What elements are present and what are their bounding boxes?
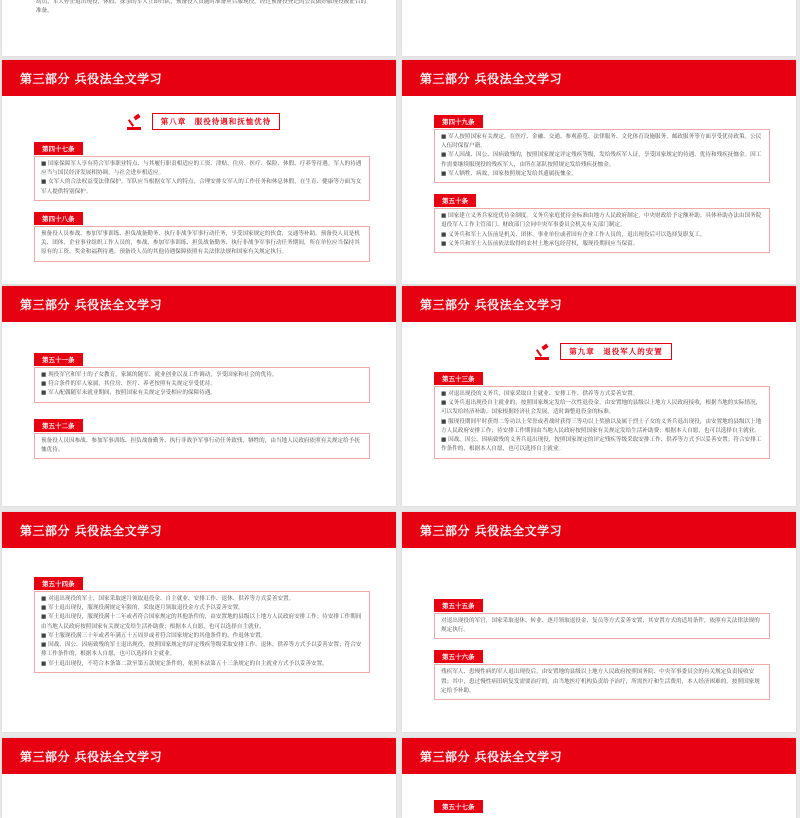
slide-chapter-9 [402,286,796,506]
article-51 [34,347,370,403]
article-50 [434,188,770,253]
slide-articles-55-56 [402,512,796,732]
article-line: ■ 军人牺牲、病故，国家按照规定发给其遗属抚恤金。 [441,170,577,177]
article-content [34,226,370,262]
article-tag: 第五十五条 [434,599,483,612]
article-tag: 第四十九条 [434,115,483,128]
article-line: ■ 女军人的合法权益受法律保护。军队应当根据女军人的特点，合理安排女军人的工作任务和休息休假，在生育、健康等方面为女军人提供特别保护。 [41,179,362,195]
article-tag: 第五十六条 [434,650,483,663]
article-56 [434,644,770,700]
chapter-heading [434,342,770,360]
article-line: 预备役人员参战、参加军事训练、担负战备勤务、执行非战争军事行动任务，享受国家规定的伙食、交通等补助。预备役人员是机关、团体、企业事业组织工作人员的，参战、参加军事训练、担负战备勤务、执行非战争军事行动任务期间，所在单位应当保持其原有的工资、奖金和福利待遇。预备役人员的其他待遇保障依照有关法律法规和国家有关规定执行。 [41,230,360,256]
section-title: 第三部分 兵役法全文学习 [402,60,796,96]
article-49 [434,109,770,183]
article-line: ■ 义务兵和军士入伍前依法取得的农村土地承包经营权，服现役期间应当保留。 [441,240,639,247]
gavel-icon [532,342,556,360]
article-55 [434,593,770,639]
article-content [434,664,770,700]
article-tag: 第五十四条 [34,577,83,590]
gavel-icon [124,112,148,130]
article-content [34,433,370,459]
article-content [434,208,770,253]
article-line: 残疾军人、患慢性病的军人退出现役后，由安置地的县级以上地方人民政府按照国务院、中央军事委员会的有关规定负责接收安置；其中，患过慢性病旧病复发需要治疗的，由当地医疗机构负责给予治疗，所需医疗和生活费用，本人经济困难的，按照国家规定给予补助。 [441,669,760,694]
article-line: ■ 军士退出现役，服现役满十二年或者符合国家规定的其他条件的，由安置地的县级以上地方人民政府安排工作；待安排工作期间由当地人民政府按照国家有关规定发给生活补助费；根据本人自愿，也可以选择自主就业。 [41,614,362,630]
section-title: 第三部分 兵役法全文学习 [2,738,396,774]
article-line: ■ 符合条件的军人家属，其住房、医疗、养老按照有关规定享受优待。 [41,381,216,388]
article-tag: 第五十条 [434,194,476,207]
article-content [34,591,370,673]
article-line: ■ 义务兵退出现役自主就业的，按照国家规定发给一次性退役金，由安置地的县级以上地方人民政府接收，根据当地的实际情况，可以发给经济补助。国家根据经济社会发展，适时调整退役金的标准。 [441,400,762,416]
article-line: ■ 军人因战、因公、因病致残的，按照国家规定评定残疾等级，发给残疾军人证，享受国家规定的待遇、优待和残疾抚恤金。因工作需要继续服现役的残疾军人，由所在部队按照规定发给残疾抚恤金。 [441,152,762,168]
article-line: ■ 军人配偶随军未就业期间，按照国家有关规定享受相应的保障待遇。 [41,390,216,397]
slide-articles-51-52 [2,286,396,506]
article-53 [434,366,770,459]
article-line: ■ 军士退出现役，服现役满规定年限的，采取逐月领取退役金方式予以妥善安置。 [41,605,244,612]
article-tag: 第五十七条 [434,800,483,813]
article-line: ■ 国家保障军人享有符合军事职业特点、与其履行职责相适应的工资、津贴、住房、医疗、保险、休假、疗养等待遇。军人的待遇应当与国民经济发展相协调，与社会进步相适应。 [41,161,362,177]
article-tag: 第四十八条 [34,212,83,225]
slide-top-right [402,0,796,56]
article-text: 动员，军人停止退出现役，休假、探亲的军人立即归队，预备役人员随时准备应召服现役，经过预备役登记的公民做好服现役被征召的准备。 [36,0,367,15]
section-title: 第三部分 兵役法全文学习 [402,286,796,322]
article-content [434,129,770,183]
section-title: 第三部分 兵役法全文学习 [2,60,396,96]
slide-article-54 [2,512,396,732]
article-content [434,613,770,639]
slide-bottom-left [2,738,396,818]
article-47 [34,136,370,201]
article-line: ■ 服现役期间平时获得二等功以上荣誉或者战时获得三等功以上奖励以及属于烈士子女的义务兵退出现役，由安置地的县级以上地方人民政府安排工作；待安排工作期间由当地人民政府按照国家有关规定发给生活补助费；根据本人自愿，也可以选择自主就业。 [441,418,762,434]
section-title: 第三部分 兵役法全文学习 [2,512,396,548]
article-content [434,386,770,459]
article-line: ■ 因战、因公、因病致残的义务兵退出现役，按照国家规定的评定残疾等级采取安排工作、供养等方式予以妥善安置；符合安排工作条件的，根据本人自愿，也可以选择自主就业。 [441,437,762,453]
slide-bottom-right [402,738,796,818]
article-48 [34,206,370,262]
article-line: ■ 军人按照国家有关规定，在医疗、金融、交通、参观游览、法律服务、文化体育设施服务、邮政服务等方面享受优待政策。公民入伍时保留户籍。 [441,134,762,150]
article-52 [34,413,370,459]
article-line: 预备役人员因参战、参加军事训练、担负战备勤务、执行非战争军事行动任务致残、牺牲的，由当地人民政府依照有关规定给予抚恤优待。 [41,437,360,453]
chapter-title: 第八章 服役待遇和抚恤优待 [152,113,281,130]
slide-chapter-8 [2,60,396,284]
article-tag: 第四十七条 [34,142,83,155]
chapter-title: 第九章 退役军人的安置 [560,343,672,360]
article-line: ■ 对退出现役的义务兵，国家采取自主就业、安排工作、供养等方式妥善安置。 [441,391,639,397]
article-content [34,0,370,17]
section-title: 第三部分 兵役法全文学习 [402,512,796,548]
article-line: 对退出现役的军官，国家采取退休、转业、逐月领取退役金、复员等方式妥善安置；其安置方式的适用条件，依照有关法律法规的规定执行。 [441,618,760,634]
slide-top-left [2,0,396,56]
article-line: ■ 军士退出现役，不符合本条第二款至第五款规定条件的，依照本法第五十三条规定的自主就业方式予以妥善安置。 [41,660,328,667]
article-line: ■ 义务兵和军士入伍前是机关、团体、事业单位或者国有企业工作人员的，退出现役后可以选择复职复工。 [441,231,706,238]
article-line: ■ 国家建立义务兵家庭优待金制度。义务兵家庭优待金标准由地方人民政府制定，中央财政给予定额补助。具体补助办法由国务院退役军人工作主管部门、财政部门会同中央军事委员会机关有关部门制定。 [441,213,762,229]
article-line: ■ 因战、因公、因病致残的军士退出现役，按照国家规定的评定残疾等级采取安排工作、退休、供养等方式予以妥善安置；符合安排工作条件的，根据本人自愿，也可以选择自主就业。 [41,642,362,658]
article-content [34,156,370,201]
article-tag: 第五十一条 [34,353,83,366]
article-tag: 第五十三条 [434,372,483,385]
article-content [34,367,370,403]
slide-articles-49-50 [402,60,796,284]
article-54 [34,571,370,673]
section-title: 第三部分 兵役法全文学习 [402,738,796,774]
article-tag: 第五十二条 [34,419,83,432]
article-line: ■ 现役军官和军士的子女教育，家属的随军、就业创业以及工作调动，享受国家和社会的优待。 [41,372,278,378]
article-line: ■ 对退出现役的军士，国家采取逐月领取退役金、自主就业、安排工作、退休、供养等方式妥善安置。 [41,596,295,602]
section-title: 第三部分 兵役法全文学习 [2,286,396,322]
article-line: ■ 军士服现役满三十年或者年满五十五周岁或者符合国家规定的其他条件的，作退休安置。 [41,632,267,639]
chapter-heading [34,112,370,130]
